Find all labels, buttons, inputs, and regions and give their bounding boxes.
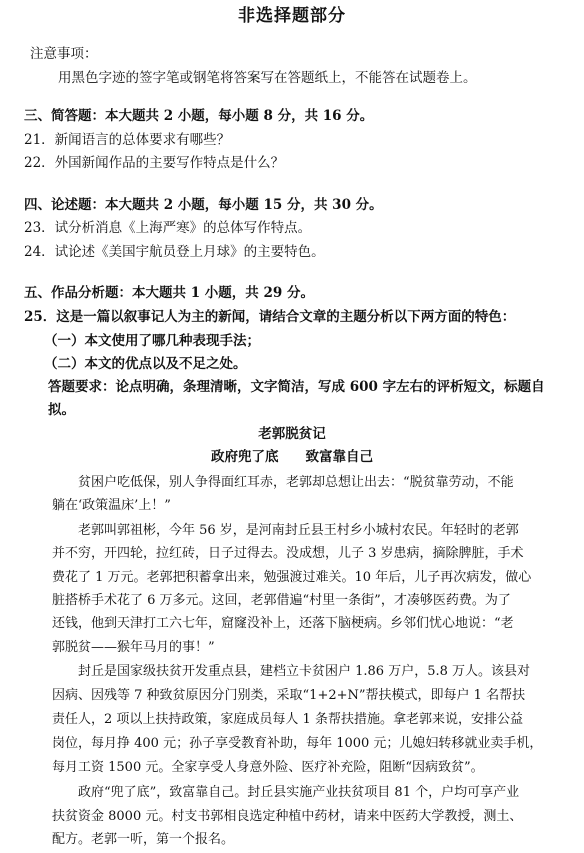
article-line: 躺在‘政策温床’上！” bbox=[52, 498, 171, 513]
question-25-sub-2: （二）本文的优点以及不足之处。 bbox=[44, 356, 247, 372]
article-line: 老郭叫郭祖彬，今年 56 岁，是河南封丘县王村乡小城村农民。年轻时的老郭 bbox=[78, 523, 519, 538]
answer-requirements-line-1: 答题要求：论点明确，条理清晰，文字简洁，写成 600 字左右的评析短文，标题自 bbox=[48, 379, 545, 395]
answer-requirements-line-2: 拟。 bbox=[48, 402, 75, 418]
article-line: 因病、因残等 7 种致贫原因分门别类，采取“1+2+N”帮扶模式，即每户 1 名帮扶 bbox=[52, 688, 526, 703]
page-title: 非选择题部分 bbox=[238, 6, 346, 26]
notes-text: 用黑色字迹的签字笔或钢笔将答案写在答题纸上，不能答在试题卷上。 bbox=[58, 70, 477, 86]
article-title: 老郭脱贫记 bbox=[258, 426, 326, 442]
article-line: 每月工资 1500 元。全家享受人身意外险、医疗补充险，阻断“因病致贫”。 bbox=[52, 760, 484, 775]
article-line: 封丘是国家级扶贫开发重点县，建档立卡贫困户 1.86 万户，5.8 万人。该县对 bbox=[78, 664, 531, 679]
notes-label: 注意事项： bbox=[30, 46, 98, 62]
section-4-heading: 四、论述题：本大题共 2 小题，每小题 15 分，共 30 分。 bbox=[24, 197, 383, 213]
question-21: 21．新闻语言的总体要求有哪些？ bbox=[24, 132, 231, 148]
question-24: 24．试论述《美国宇航员登上月球》的主要特色。 bbox=[24, 244, 325, 260]
question-22: 22．外国新闻作品的主要写作特点是什么？ bbox=[24, 155, 285, 171]
question-23: 23．试分析消息《上海严寒》的总体写作特点。 bbox=[24, 220, 312, 236]
article-line: 脏搭桥手术花了 6 万多元。这回，老郭借遍“村里一条街”，才凑够医药费。为了 bbox=[52, 593, 511, 608]
article-line: 还钱，他到天津打工六七年，窟窿没补上，还落下脑梗病。乡邻们忧心地说：“老 bbox=[52, 616, 514, 631]
article-line: 郭脱贫——猴年马月的事！” bbox=[52, 640, 215, 655]
article-line: 岗位，每月挣 400 元；孙子享受教育补助，每年 1000 元；儿媳妇转移就业卖手机， bbox=[52, 736, 543, 751]
article-line: 贫困户吃低保，别人争得面红耳赤，老郭却总想让出去：“脱贫靠劳动，不能 bbox=[78, 475, 514, 490]
article-line: 并不穷，开四轮，拉红砖，日子过得去。没成想，儿子 3 岁患病，摘除脾脏，手术 bbox=[52, 546, 524, 561]
article-line: 责任人，2 项以上扶持政策，家庭成员每人 1 条帮扶措施。拿老郭来说，安排公益 bbox=[52, 712, 523, 727]
article-line: 政府“兜了底”，致富靠自己。封丘县实施产业扶贫项目 81 个，户均可享产业 bbox=[78, 785, 520, 800]
article-line: 配方。老郭一听，第一个报名。 bbox=[52, 832, 235, 847]
article-subtitle: 政府兜了底 致富靠自己 bbox=[211, 449, 373, 465]
section-3-heading: 三、简答题：本大题共 2 小题，每小题 8 分，共 16 分。 bbox=[24, 108, 374, 124]
question-25: 25．这是一篇以叙事记人为主的新闻，请结合文章的主题分析以下两方面的特色： bbox=[24, 309, 516, 325]
question-25-sub-1: （一）本文使用了哪几种表现手法； bbox=[44, 333, 260, 349]
section-5-heading: 五、作品分析题：本大题共 1 小题，共 29 分。 bbox=[24, 285, 314, 301]
article-line: 费花了 1 万元。老郭把积蓄拿出来，勉强渡过难关。10 年后，儿子再次病发，做心 bbox=[52, 570, 532, 585]
article-line: 扶贫资金 8000 元。村支书郭相良选定种植中药材，请来中医药大学教授，测土、 bbox=[52, 809, 523, 824]
